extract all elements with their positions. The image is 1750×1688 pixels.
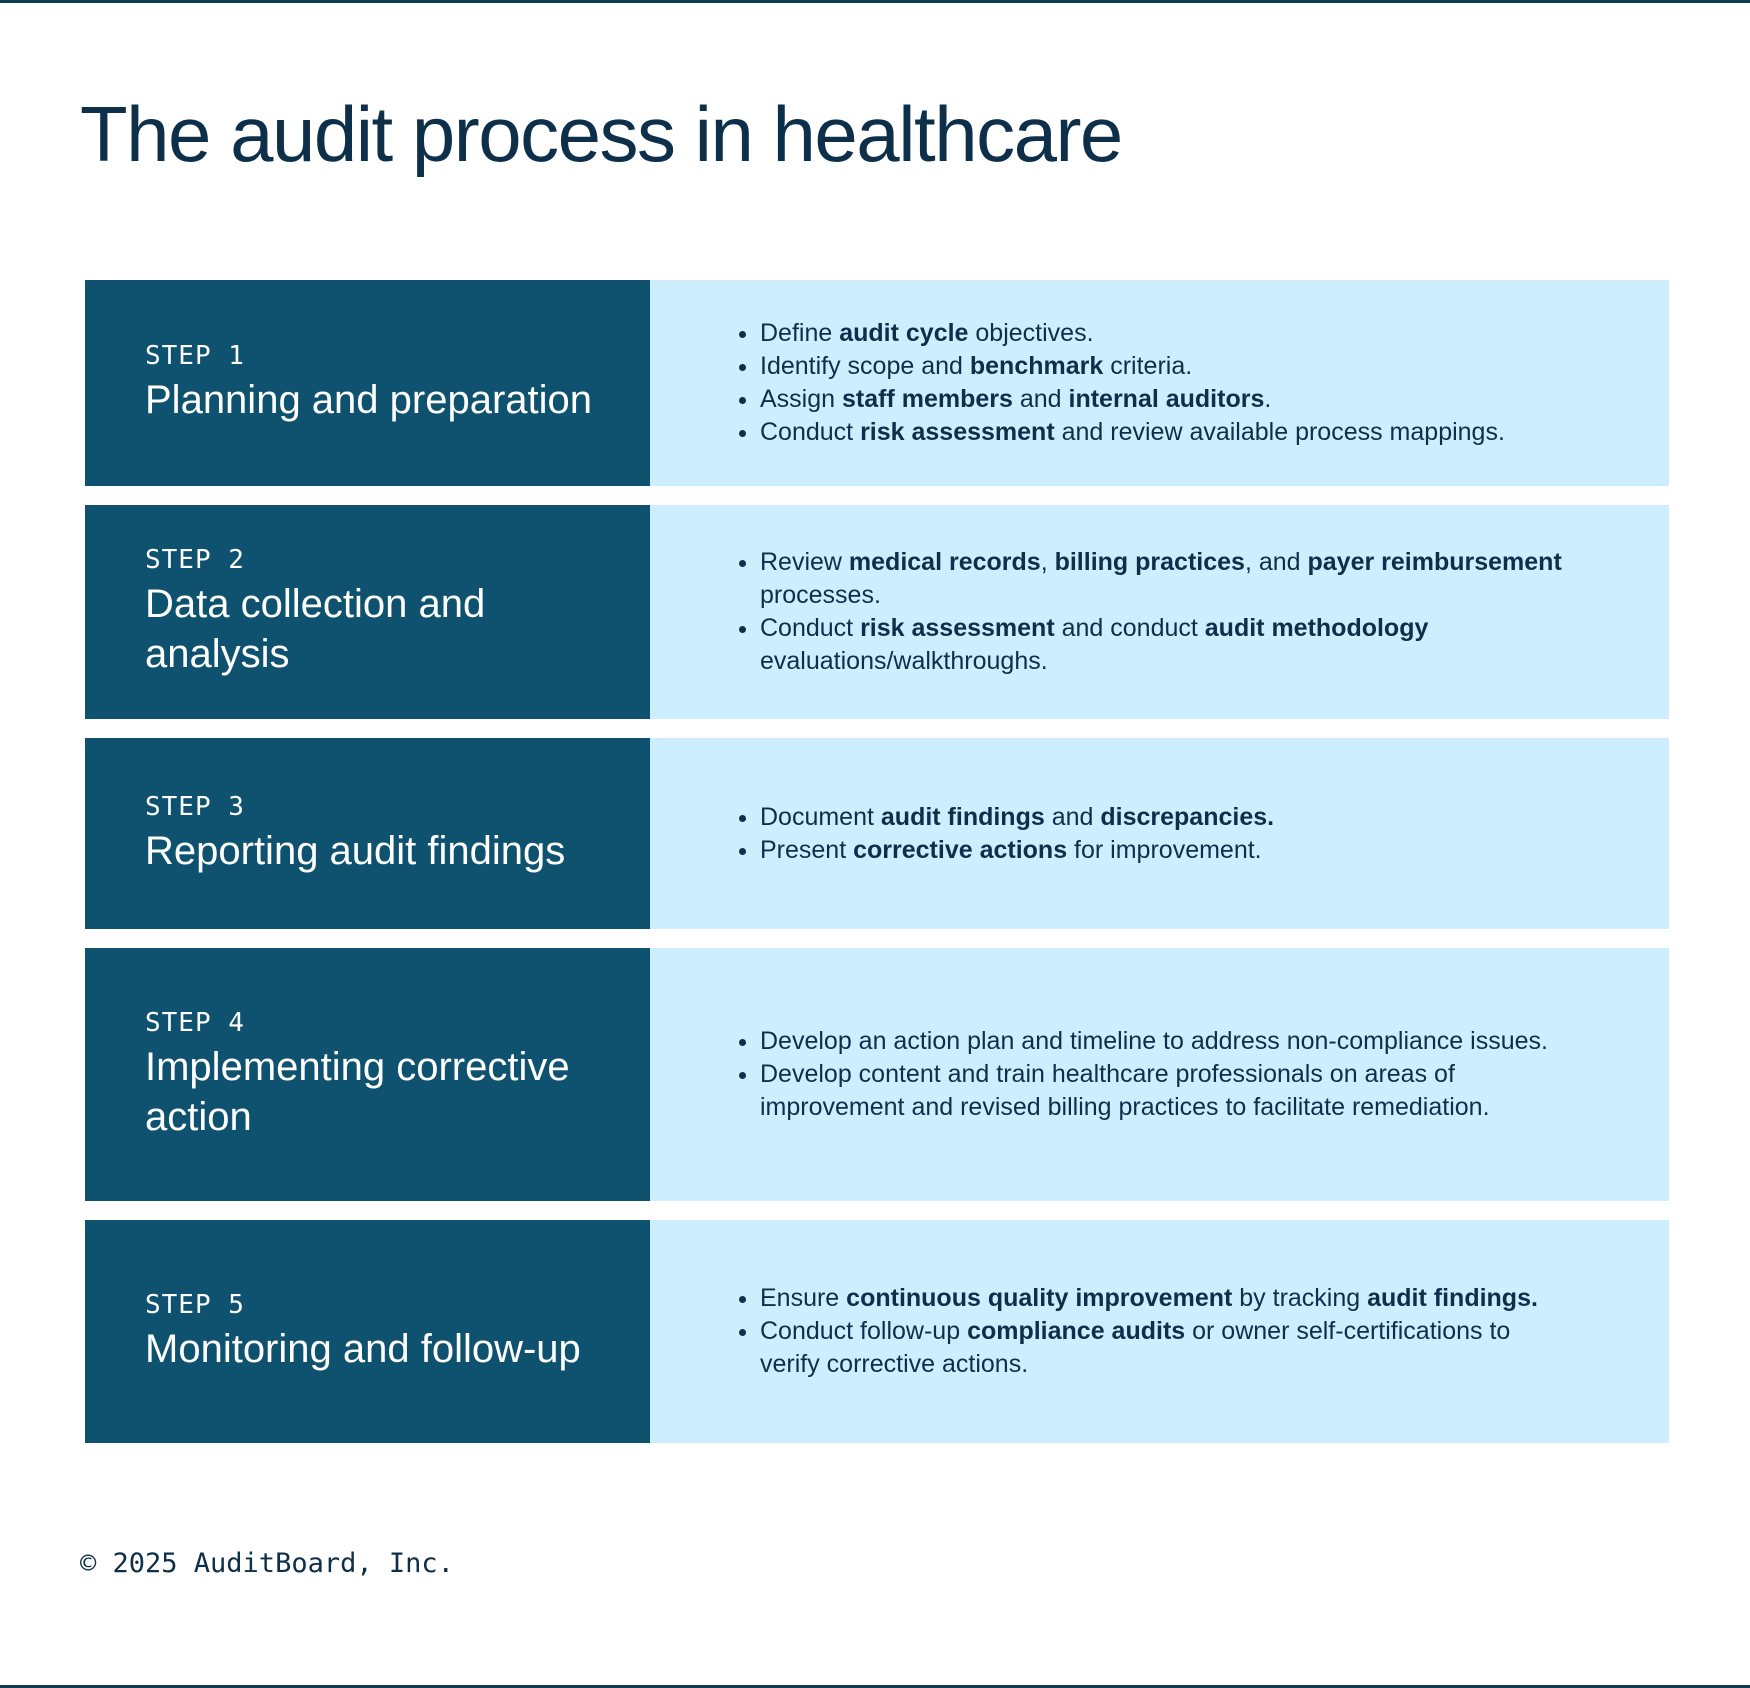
bullet-item bbox=[760, 350, 1505, 383]
bullet-text-bold: discrepancies. bbox=[1100, 802, 1275, 831]
bullet-item bbox=[760, 834, 1274, 867]
bullet-text-bold: compliance audits bbox=[967, 1317, 1186, 1345]
step-number: STEP 4 bbox=[145, 1007, 245, 1038]
bullet-text: Present bbox=[760, 835, 854, 864]
step-number: STEP 3 bbox=[145, 791, 245, 822]
bullet-text-bold: internal auditors bbox=[1068, 385, 1265, 413]
bullet-list bbox=[730, 1025, 1569, 1124]
step-label-cell bbox=[85, 948, 650, 1201]
bullet-item bbox=[760, 1058, 1569, 1124]
bullet-text-bold: benchmark bbox=[969, 352, 1104, 380]
bullet-item bbox=[760, 1282, 1569, 1315]
bullet-text: Conduct bbox=[760, 418, 861, 446]
bullet-text-bold: billing practices bbox=[1054, 548, 1245, 576]
bullet-text: and bbox=[1012, 385, 1069, 413]
bullet-item bbox=[760, 1315, 1569, 1381]
bullet-text-bold: audit methodology bbox=[1204, 614, 1429, 642]
bullet-item bbox=[760, 801, 1274, 834]
bullet-text: Ensure bbox=[760, 1284, 847, 1312]
bullet-text: processes. bbox=[760, 581, 881, 609]
page-title: The audit process in healthcare bbox=[80, 90, 1122, 178]
bullet-text: by tracking bbox=[1232, 1284, 1368, 1312]
step-title: Planning and preparation bbox=[145, 378, 593, 422]
bullet-text: and review available process mappings. bbox=[1054, 418, 1505, 446]
step-title: Data collection and analysis bbox=[145, 582, 486, 676]
step-number: STEP 5 bbox=[145, 1289, 245, 1320]
step-row-1 bbox=[85, 280, 1669, 486]
bullet-text: or owner self-certifications to verify corrective actions. bbox=[760, 1317, 1511, 1378]
bullet-text: Conduct bbox=[760, 614, 861, 642]
bullet-text: , bbox=[1040, 548, 1055, 576]
step-row-4 bbox=[85, 948, 1669, 1201]
bullet-text: Identify scope and bbox=[760, 352, 970, 380]
step-row-3 bbox=[85, 738, 1669, 929]
bullet-item bbox=[760, 1025, 1569, 1058]
step-label-cell bbox=[85, 738, 650, 929]
bullet-text: Review bbox=[760, 548, 849, 576]
bullet-text-bold: corrective actions bbox=[853, 835, 1068, 864]
step-detail-cell bbox=[650, 738, 1669, 929]
bullet-text-bold: staff members bbox=[841, 385, 1013, 413]
step-detail-cell bbox=[650, 280, 1669, 486]
step-detail-cell bbox=[650, 505, 1669, 719]
step-row-5 bbox=[85, 1220, 1669, 1443]
bullet-text: for improvement. bbox=[1067, 835, 1262, 864]
top-rule bbox=[0, 0, 1750, 3]
bullet-list bbox=[730, 317, 1505, 449]
step-title: Reporting audit findings bbox=[145, 828, 566, 873]
bullet-text: . bbox=[1264, 385, 1272, 413]
step-title: Implementing corrective action bbox=[145, 1044, 570, 1139]
bullet-text-bold: audit findings bbox=[880, 802, 1045, 831]
bullet-text: Conduct follow-up bbox=[760, 1317, 968, 1345]
step-detail-cell bbox=[650, 1220, 1669, 1443]
step-number: STEP 1 bbox=[145, 341, 245, 371]
step-detail-cell bbox=[650, 948, 1669, 1201]
bullet-text-bold: medical records bbox=[848, 548, 1041, 576]
step-label-cell bbox=[85, 505, 650, 719]
bullet-text: , and bbox=[1244, 548, 1308, 576]
bullet-text: and bbox=[1044, 802, 1101, 831]
bullet-text-bold: audit cycle bbox=[839, 319, 969, 347]
bullet-item bbox=[760, 317, 1505, 350]
bullet-text-bold: payer reimbursement bbox=[1307, 548, 1562, 576]
bullet-text-bold: risk assessment bbox=[860, 614, 1055, 642]
step-title: Monitoring and follow-up bbox=[145, 1326, 581, 1371]
bullet-text: criteria. bbox=[1103, 352, 1193, 380]
bullet-item bbox=[760, 416, 1505, 449]
bullet-list bbox=[730, 1282, 1569, 1381]
bullet-text: evaluations/walkthroughs. bbox=[760, 647, 1048, 675]
bullet-text: Document bbox=[760, 802, 881, 831]
bullet-text: Develop content and train healthcare professionals on areas of improvement and revised billing practices to facilitate remediation. bbox=[760, 1060, 1490, 1121]
bullet-text-bold: audit findings. bbox=[1367, 1284, 1538, 1312]
step-row-2 bbox=[85, 505, 1669, 719]
bullet-item bbox=[760, 383, 1505, 416]
step-number: STEP 2 bbox=[145, 545, 245, 575]
bullet-text: Assign bbox=[760, 385, 842, 413]
steps-table bbox=[85, 280, 1669, 1443]
bullet-text: objectives. bbox=[968, 319, 1094, 347]
bullet-text: and conduct bbox=[1054, 614, 1205, 642]
step-label-cell bbox=[85, 280, 650, 486]
bullet-text: Develop an action plan and timeline to address non-compliance issues. bbox=[760, 1027, 1548, 1055]
bullet-text-bold: risk assessment bbox=[860, 418, 1055, 446]
bullet-text: Define bbox=[760, 319, 840, 347]
bullet-item bbox=[760, 546, 1569, 612]
step-label-cell bbox=[85, 1220, 650, 1443]
bullet-text-bold: continuous quality improvement bbox=[846, 1284, 1233, 1312]
bullet-list bbox=[730, 546, 1569, 678]
copyright-text: © 2025 AuditBoard, Inc. bbox=[80, 1548, 454, 1579]
bullet-item bbox=[760, 612, 1569, 678]
bullet-list bbox=[730, 801, 1274, 867]
